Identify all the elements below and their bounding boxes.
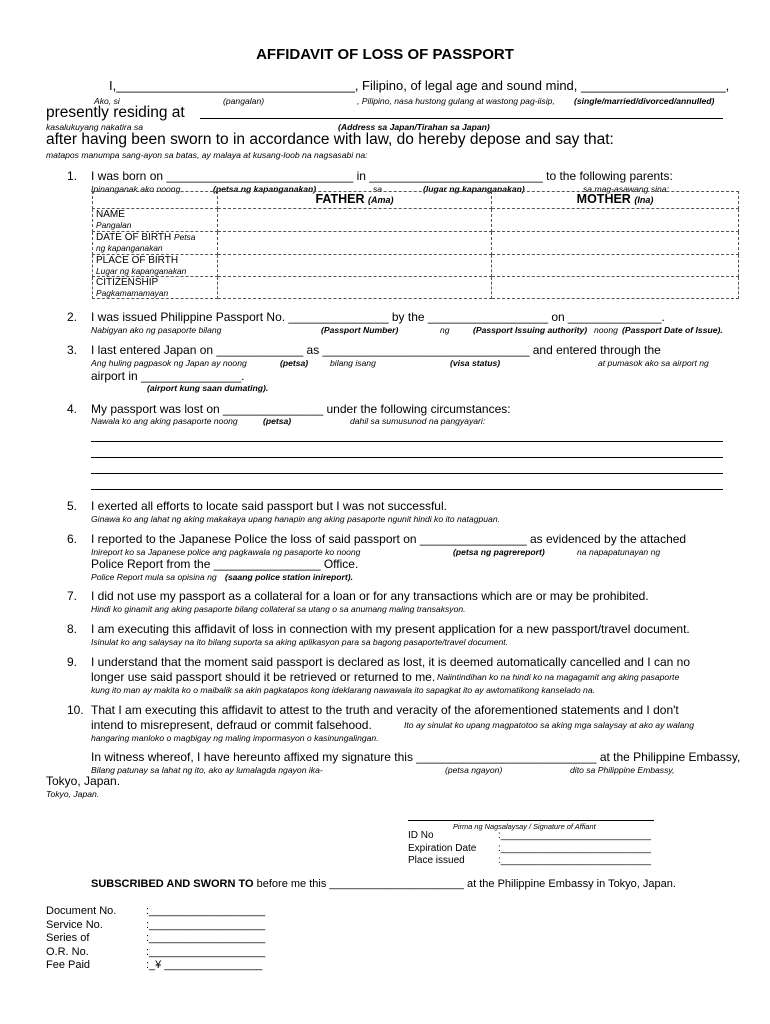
or-no-label: O.R. No.	[46, 946, 89, 958]
item-number: 9.	[67, 655, 78, 669]
item2-note: noong	[594, 325, 618, 335]
id-no-field[interactable]: :___________________________	[498, 830, 651, 841]
item4-note: dahil sa sumusunod na pangyayari:	[350, 416, 486, 426]
item10-text: intend to misrepresent, defraud or commit falsehood.	[91, 718, 372, 732]
place-issued-label: Place issued	[408, 855, 465, 866]
item2-text: I was issued Philippine Passport No. _______________ by the __________________ on ______________.	[91, 310, 665, 324]
father-citizenship-cell[interactable]	[218, 277, 492, 299]
id-no-label: ID No	[408, 830, 434, 841]
item8-text: I am executing this affidavit of loss in connection with my present application for a new passport/travel document.	[91, 622, 690, 636]
item2-note: Nabigyan ako ng pasaporte bilang	[91, 325, 222, 335]
address-blank	[200, 118, 723, 119]
item6-line2: Police Report from the ________________ Office.	[91, 557, 359, 571]
item-number: 8.	[67, 622, 78, 636]
item3-note: Ang huling pagpasok ng Japan ay noong	[91, 358, 247, 368]
item10-note: Ito ay sinulat ko upang magpatotoo sa aking mga salaysay at ako ay walang	[404, 720, 694, 730]
item-number: 1.	[67, 169, 78, 183]
series-of-label: Series of	[46, 932, 90, 944]
table-corner	[93, 192, 218, 209]
item3-note: (petsa)	[280, 358, 309, 368]
parents-table	[92, 191, 739, 299]
item1-note: Ipinanganak ako noong	[91, 184, 181, 194]
row-label-sub: Pangalan	[96, 220, 132, 230]
item9-text: I understand that the moment said passport is declared as lost, it is deemed automatically cancelled and I can no	[91, 655, 691, 669]
note-pangalan: (pangalan)	[223, 96, 265, 106]
fee-paid-field[interactable]: :_¥ ________________	[146, 959, 263, 971]
row-label-tl: Petsa	[173, 232, 196, 242]
father-label: FATHER	[315, 192, 365, 206]
mother-name-cell[interactable]	[492, 209, 739, 232]
mother-pob-cell[interactable]	[492, 255, 739, 277]
row-label-sub: Pagkamamamayan	[96, 288, 169, 298]
circumstance-line[interactable]	[91, 457, 723, 458]
item6-text: I reported to the Japanese Police the loss of said passport on ________________ as evidenced by the attached	[91, 532, 687, 546]
item1-note: (petsa ng kapanganakan)	[213, 184, 317, 194]
item4-text: My passport was lost on _______________ under the following circumstances:	[91, 402, 511, 416]
subscribed-bold: SUBSCRIBED AND SWORN TO	[91, 878, 254, 890]
service-no-label: Service No.	[46, 919, 103, 931]
series-of-field[interactable]: :___________________	[146, 932, 266, 944]
item6-note: Police Report mula sa opisina ng	[91, 572, 217, 582]
item3-note: (airport kung saan dumating).	[147, 383, 269, 393]
subscribed-line	[91, 878, 676, 890]
item5-note: Ginawa ko ang lahat ng aking makakaya upang hanapin ang aking pasaporte ngunit hindi ko ito natagpuan.	[91, 514, 500, 524]
item4-note: (petsa)	[263, 416, 292, 426]
item3-text: I last entered Japan on _____________ as _______________________________ and entered through the	[91, 343, 661, 357]
affiant-intro-line: I,_________________________________, Filipino, of legal age and sound mind, ____________________,	[109, 78, 730, 93]
witness-text: In witness whereof, I have hereunto affixed my signature this ___________________________ at the Philippine Embassy,	[91, 750, 741, 764]
note-residing: kasalukuyang nakatira sa	[46, 122, 143, 132]
signature-line[interactable]	[408, 820, 654, 821]
item5-text: I exerted all efforts to locate said passport but I was not successful.	[91, 499, 447, 513]
sworn-statement: after having been sworn to in accordance with law, do hereby depose and say that:	[46, 131, 614, 148]
mother-citizenship-cell[interactable]	[492, 277, 739, 299]
item6-note: na napapatunayan ng	[577, 547, 661, 557]
item-number: 3.	[67, 343, 78, 357]
father-header	[218, 192, 492, 209]
or-no-field[interactable]: :___________________	[146, 946, 266, 958]
expiration-date-label: Expiration Date	[408, 843, 477, 854]
father-name-cell[interactable]	[218, 209, 492, 232]
witness-note: Bilang patunay sa lahat ng ito, ako ay lumalagda ngayon ika-	[91, 765, 323, 775]
service-no-field[interactable]: :___________________	[146, 919, 266, 931]
item7-note: Hindi ko ginamit ang aking pasaporte bilang collateral sa utang o sa anumang maling transaksyon.	[91, 604, 466, 614]
circumstance-line[interactable]	[91, 473, 723, 474]
mother-header	[492, 192, 739, 209]
item6-note: (petsa ng pagrereport)	[453, 547, 545, 557]
witness-location: Tokyo, Japan.	[46, 774, 121, 788]
item8-note: Isinulat ko ang salaysay na ito bilang suporta sa aking aplikasyon para sa bagong pasaporte/travel document.	[91, 637, 509, 647]
item6-note: (saang police station inireport).	[225, 572, 353, 582]
note-address: (Address sa Japan/Tirahan sa Japan)	[338, 122, 490, 132]
place-issued-field[interactable]: :___________________________	[498, 855, 651, 866]
circumstance-line[interactable]	[91, 489, 723, 490]
item10-text: That I am executing this affidavit to attest to the truth and veracity of the aforementioned statements and I don't	[91, 703, 679, 717]
item2-note: ng	[440, 325, 450, 335]
signature-caption: Pirma ng Nagsalaysay / Signature of Affiant	[453, 822, 596, 831]
witness-location-note: Tokyo, Japan.	[46, 789, 100, 799]
item2-note: (Passport Date of Issue).	[622, 325, 723, 335]
item7-text: I did not use my passport as a collateral for a loan or for any transactions which are or may be prohibited.	[91, 589, 649, 603]
row-label	[93, 277, 218, 299]
item3-note: bilang isang	[330, 358, 376, 368]
item1-note: (lugar ng kapanganakan)	[423, 184, 525, 194]
item3-note: at pumasok ako sa airport ng	[598, 358, 709, 368]
item6-note: Inireport ko sa Japanese police ang pagkawala ng pasaporte ko noong	[91, 547, 361, 557]
item1-text: I was born on ____________________________ in __________________________ to the following parents:	[91, 169, 673, 183]
mother-dob-cell[interactable]	[492, 232, 739, 255]
item4-note: Nawala ko ang aking pasaporte noong	[91, 416, 238, 426]
item9-text: longer use said passport should it be retrieved or returned to me.	[91, 670, 436, 684]
row-label-text: PLACE OF BIRTH	[96, 255, 179, 266]
item-number: 2.	[67, 310, 78, 324]
witness-note: (petsa ngayon)	[445, 765, 503, 775]
row-label-text: CITIZENSHIP	[96, 277, 159, 288]
item9-note: Naiintindihan ko na hindi ko na magagamit ang aking pasaporte	[437, 672, 680, 682]
item2-note: (Passport Issuing authority)	[473, 325, 588, 335]
item2-note: (Passport Number)	[321, 325, 399, 335]
item1-note: sa	[373, 184, 383, 194]
note-civil-status: (single/married/divorced/annulled)	[574, 96, 715, 106]
subscribed-rest: before me this ______________________ at the Philippine Embassy in Tokyo, Japan.	[253, 878, 676, 890]
note-sworn: matapos manumpa sang-ayon sa batas, ay malaya at kusang-loob na nagsasabi na:	[46, 150, 368, 160]
father-dob-cell[interactable]	[218, 232, 492, 255]
mother-tl: (Ina)	[634, 195, 654, 205]
row-label-text: NAME	[96, 209, 125, 220]
fee-paid-label: Fee Paid	[46, 959, 91, 971]
item3-note: (visa status)	[450, 358, 501, 368]
item1-note: sa mag-asawang sina:	[583, 184, 669, 194]
item-number: 4.	[67, 402, 78, 416]
row-label	[93, 232, 218, 255]
row-label-sub: Lugar ng kapanganakan	[96, 266, 187, 276]
note-filipino: , Pilipino, nasa hustong gulang at wastong pag-iisip,	[357, 96, 555, 106]
note-ako: Ako, si	[94, 96, 120, 106]
page-title: AFFIDAVIT OF LOSS OF PASSPORT	[256, 46, 514, 63]
item-number: 6.	[67, 532, 78, 546]
item-number: 7.	[67, 589, 78, 603]
item-number: 5.	[67, 499, 78, 513]
expiration-date-field[interactable]: :___________________________	[498, 843, 651, 854]
father-pob-cell[interactable]	[218, 255, 492, 277]
item3-airport: airport in _______________.	[91, 369, 245, 383]
item-number: 10.	[67, 703, 84, 717]
item9-note: kung ito man ay makita ko o maibalik sa akin pagkatapos kong ideklarang nawawala ito sapagkat ito ay awtomatikong kanselado na.	[91, 685, 595, 695]
document-no-field[interactable]: :___________________	[146, 905, 266, 917]
item10-note: hangaring manloko o magbigay ng maling impormasyon o kasinungalingan.	[91, 733, 379, 743]
row-label	[93, 255, 218, 277]
row-label-sub: ng kapanganakan	[96, 243, 163, 253]
residing-label: presently residing at	[46, 104, 185, 121]
document-no-label: Document No.	[46, 905, 117, 917]
circumstance-line[interactable]	[91, 441, 723, 442]
row-label	[93, 209, 218, 232]
row-label-text: DATE OF BIRTH	[96, 232, 172, 243]
father-tl: (Ama)	[368, 195, 394, 205]
mother-label: MOTHER	[576, 192, 631, 206]
witness-note: dito sa Philippine Embassy,	[570, 765, 675, 775]
